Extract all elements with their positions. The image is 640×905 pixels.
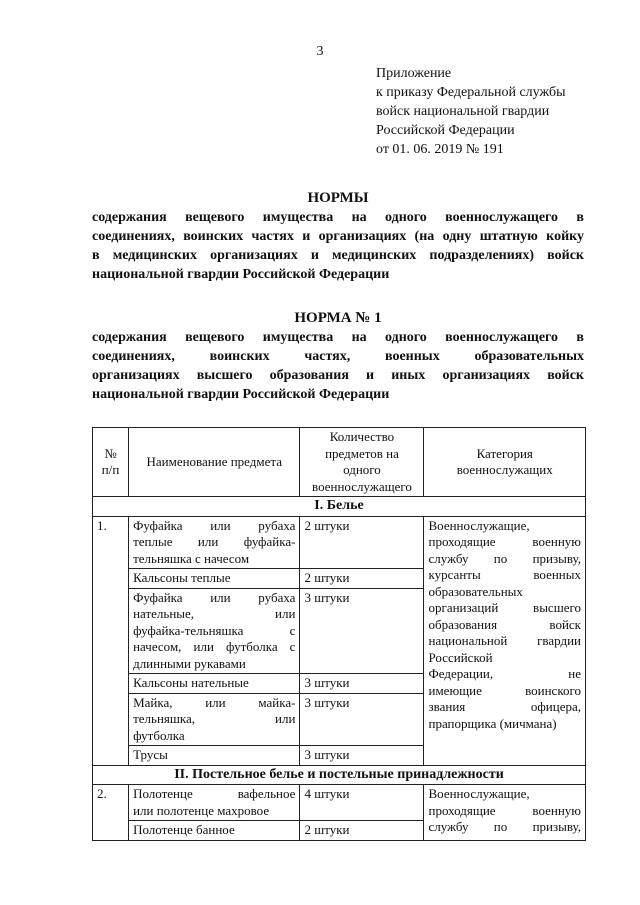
item-name: Полотенце банное xyxy=(129,821,300,841)
item-quantity: 3 штуки xyxy=(300,674,424,694)
header-number xyxy=(93,428,129,497)
row-number: 2. xyxy=(93,785,129,841)
norms-heading xyxy=(92,188,584,284)
item-quantity: 3 штуки xyxy=(300,746,424,766)
norm1-subtitle-line: организациях высшего образования и иных организациях войск xyxy=(92,368,584,383)
category-line: службу по призыву, xyxy=(428,819,581,834)
norm1-subtitle-line: национальной гвардии Российской Федерации xyxy=(92,387,390,402)
item-name-line: нательные, или xyxy=(133,606,296,621)
appendix-line: от 01. 06. 2019 № 191 xyxy=(376,142,504,157)
section-title: II. Постельное белье и постельные принадлежности xyxy=(93,765,586,785)
item-quantity: 2 штуки xyxy=(300,516,424,569)
appendix-line: войск национальной гвардии xyxy=(376,104,550,119)
category-line: звания офицера, xyxy=(428,699,581,714)
category-line: проходящие военную xyxy=(428,802,581,818)
item-name xyxy=(129,693,300,746)
item-name xyxy=(129,516,300,569)
category-line: Российской xyxy=(428,649,493,665)
header-text: одного xyxy=(343,462,381,477)
norms-subtitle-line: содержания вещевого имущества на одного военнослужащего в xyxy=(92,210,584,225)
category-line: прапорщика (мичмана) xyxy=(428,715,557,731)
item-name-line: тельняшка, или xyxy=(133,711,296,726)
category-line: курсанты военных xyxy=(428,567,581,582)
item-quantity: 2 штуки xyxy=(300,569,424,589)
table-header-row xyxy=(93,428,586,497)
item-name xyxy=(129,588,300,674)
header-text: п/п xyxy=(101,462,120,477)
item-name-line: Майка, или майка- xyxy=(133,694,296,710)
norms-subtitle-line: соединениях, воинских частях и организациях (на одну штатную койку xyxy=(92,229,584,244)
norm1-subtitle-line: соединениях, воинских частях, военных образовательных xyxy=(92,349,584,364)
item-name: Кальсоны теплые xyxy=(129,569,300,589)
appendix-line: Приложение xyxy=(376,66,452,81)
appendix-block xyxy=(376,64,565,159)
appendix-line: Российской Федерации xyxy=(376,123,515,138)
header-item-name: Наименование предмета xyxy=(129,428,300,497)
category-line: организаций высшего xyxy=(428,600,581,615)
category-line: Военнослужащие, xyxy=(428,517,530,533)
item-name-line: или полотенце махровое xyxy=(133,802,270,818)
header-text: предметов на xyxy=(325,445,399,461)
norm1-heading xyxy=(92,308,584,404)
header-text: Количество xyxy=(329,429,395,444)
norms-table xyxy=(92,427,586,841)
category-line: имеющие воинского xyxy=(428,682,581,698)
item-name-line: фуфайка-тельняшка с xyxy=(133,622,296,638)
category-line: службу по призыву, xyxy=(428,550,581,566)
item-quantity: 2 штуки xyxy=(300,821,424,841)
category-line: Федерации, не xyxy=(428,666,581,681)
item-name-line: Полотенце вафельное xyxy=(133,786,296,801)
category-line: образования войск xyxy=(428,616,581,632)
norms-title: НОРМЫ xyxy=(307,190,369,206)
category-line: национальной гвардии xyxy=(428,633,581,648)
header-quantity xyxy=(300,428,424,497)
category-cell xyxy=(424,785,586,841)
header-text: военнослужащих xyxy=(456,462,553,477)
table-row xyxy=(93,516,586,569)
category-line: образовательных xyxy=(428,583,523,599)
norms-subtitle-line: национальной гвардии Российской Федерации xyxy=(92,267,390,282)
page-number: 3 xyxy=(316,44,324,59)
category-line: проходящие военную xyxy=(428,534,581,549)
section-title-row xyxy=(93,765,586,785)
category-line: Военнослужащие, xyxy=(428,786,530,801)
item-name-line: длинными рукавами xyxy=(133,655,246,671)
header-category xyxy=(424,428,586,497)
section-title: I. Белье xyxy=(93,497,586,517)
item-quantity: 3 штуки xyxy=(300,588,424,674)
item-name xyxy=(129,785,300,821)
item-name: Кальсоны нательные xyxy=(129,674,300,694)
row-number: 1. xyxy=(93,516,129,765)
item-name-line: теплые или фуфайка- xyxy=(133,534,296,549)
norm1-subtitle-line: содержания вещевого имущества на одного военнослужащего в xyxy=(92,330,584,345)
table-row xyxy=(93,785,586,821)
header-text: № xyxy=(104,445,117,461)
section-title-row xyxy=(93,497,586,517)
header-text: военнослужащего xyxy=(312,478,412,494)
item-name-line: футболка xyxy=(133,727,185,743)
item-quantity: 3 штуки xyxy=(300,693,424,746)
appendix-line: к приказу Федеральной службы xyxy=(376,85,566,100)
item-name-line: Фуфайка или рубаха xyxy=(133,517,296,533)
item-name: Трусы xyxy=(129,746,300,766)
category-cell xyxy=(424,516,586,765)
norms-subtitle-line: в медицинских организациях и медицинских подразделениях) войск xyxy=(92,248,584,263)
item-name-line: тельняшка с начесом xyxy=(133,550,250,566)
header-text: Категория xyxy=(476,445,533,461)
norm1-title: НОРМА № 1 xyxy=(294,310,382,326)
item-quantity: 4 штуки xyxy=(300,785,424,821)
item-name-line: Фуфайка или рубаха xyxy=(133,589,296,605)
item-name-line: начесом, или футболка с xyxy=(133,639,296,654)
